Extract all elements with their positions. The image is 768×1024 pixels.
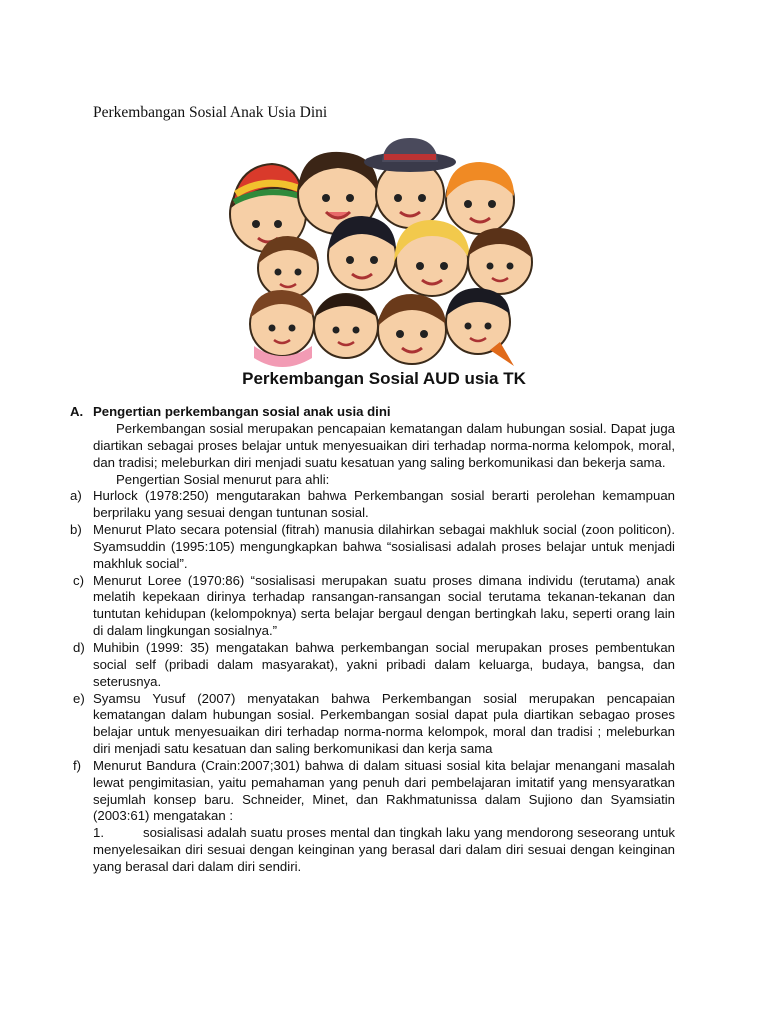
document-body — [0, 404, 768, 876]
child-face-brown-hair-front — [378, 294, 446, 364]
image-caption: Perkembangan Sosial AUD usia TK — [242, 369, 526, 388]
list-item — [0, 488, 675, 522]
section-a-title: Pengertian perkembangan sosial anak usia dini — [93, 404, 391, 419]
list-item-marker: b) — [70, 522, 82, 538]
child-face-pink-scarf — [250, 290, 314, 367]
list-item-text: Menurut Loree (1970:86) “sosialisasi merupakan suatu proses dimana individu (terutama) anak melatih kepekaan dirinya terhadap ransangan-ransangan social terutama tekanan-tekanan dan tuntutan kehidupan (kelompoknya) serta belajar bergaul dengan bertingkah laku, seperti orang lain di dalam lingkungan sosialnya.” — [93, 572, 675, 639]
intro-paragraph: Perkembangan sosial merupakan pencapaian kematangan dalam hubungan sosial. Dapat juga diartikan sebagai proses belajar untuk menyesuaikan diri terhadap norma-norma kelompok, moral, dan tradisi; meleburkan diri menjadi suatu kesatuan yang saling berkomunikasi dan bekerja sama. — [93, 421, 675, 470]
list-item-text: Menurut Bandura (Crain:2007;301) bahwa di dalam situasi sosial kita belajar menangani masalah lewat pengimitasian, yaitu pemahaman yang penuh dari pembelajaran imitatif yang mensyaratkan sejumlah konsep baru. Schneider, Minet, dan Rakhmatunissa dalam Sujiono dan Syamsiatin (2003:61) mengatakan : — [93, 757, 675, 824]
list-item-text: Syamsu Yusuf (2007) menyatakan bahwa Perkembangan sosial merupakan pencapaian kematangan dalam hubungan sosial. Perkembangan sosial dapat pula diartikan sebagao proses belajar untuk menyesuaikan diri terhadap norma-norma kelompok, moral dan tradisi ; meleburkan diri menjadi satu kesatuan dan saling berkomunikasi dan kerja sama — [93, 690, 675, 757]
child-face-blonde-girl — [394, 220, 470, 296]
list-item — [0, 573, 675, 640]
sub-list-item — [0, 825, 675, 876]
children-faces-illustration — [228, 136, 548, 372]
section-a-marker: A. — [70, 404, 84, 419]
sub-list-item-number: 1. — [93, 825, 104, 841]
list-item-marker: c) — [73, 572, 84, 588]
list-item — [0, 522, 675, 573]
child-face-fedora-hat — [364, 138, 456, 228]
list-item-marker: d) — [73, 639, 85, 655]
child-face-brown-hair-right — [468, 228, 532, 294]
list-item-marker: e) — [73, 690, 85, 706]
list-item-text: Hurlock (1978:250) mengutarakan bahwa Perkembangan sosial berarti perolehan kemampuan berprilaku yang sesuai dengan tuntunan sosial. — [93, 488, 675, 521]
list-item — [0, 640, 675, 691]
document-title: Perkembangan Sosial Anak Usia Dini — [93, 104, 328, 121]
list-item-text: Menurut Plato secara potensial (fitrah) manusia dilahirkan sebagai makhluk social (zoon politicon). Syamsuddin (1995:105) mengungkapkan bahwa “sosialisasi adalah proses belajar untuk menjadi makhluk social”. — [93, 522, 675, 571]
child-face-orange-hair — [446, 162, 514, 234]
section-a-heading — [0, 404, 768, 421]
experts-intro: Pengertian Sosial menurut para ahli: — [116, 471, 330, 487]
child-face-black-cap — [328, 216, 396, 290]
list-item — [0, 691, 675, 758]
list-item — [0, 758, 675, 825]
list-item-marker: f) — [73, 757, 82, 773]
child-face-brown-hair-left — [258, 236, 318, 298]
sub-list-item-text: sosialisasi adalah suatu proses mental dan tingkah laku yang mendorong seseorang untuk menyelesaikan diri sesuai dengan keinginan yang berasal dari dalam diri sesuai dengan keinginan yang berasal dari dalam diri sendiri. — [93, 825, 675, 874]
child-face-bald-boy — [314, 294, 378, 358]
list-item-text: Muhibin (1999: 35) mengatakan bahwa perkembangan social merupakan proses pembentukan social self (pribadi dalam masyarakat), yakni pribadi dalam keluarga, budaya, bangsa, dan seterusnya. — [93, 639, 675, 689]
list-item-marker: a) — [70, 488, 82, 504]
child-face-black-hair-right — [446, 288, 514, 366]
